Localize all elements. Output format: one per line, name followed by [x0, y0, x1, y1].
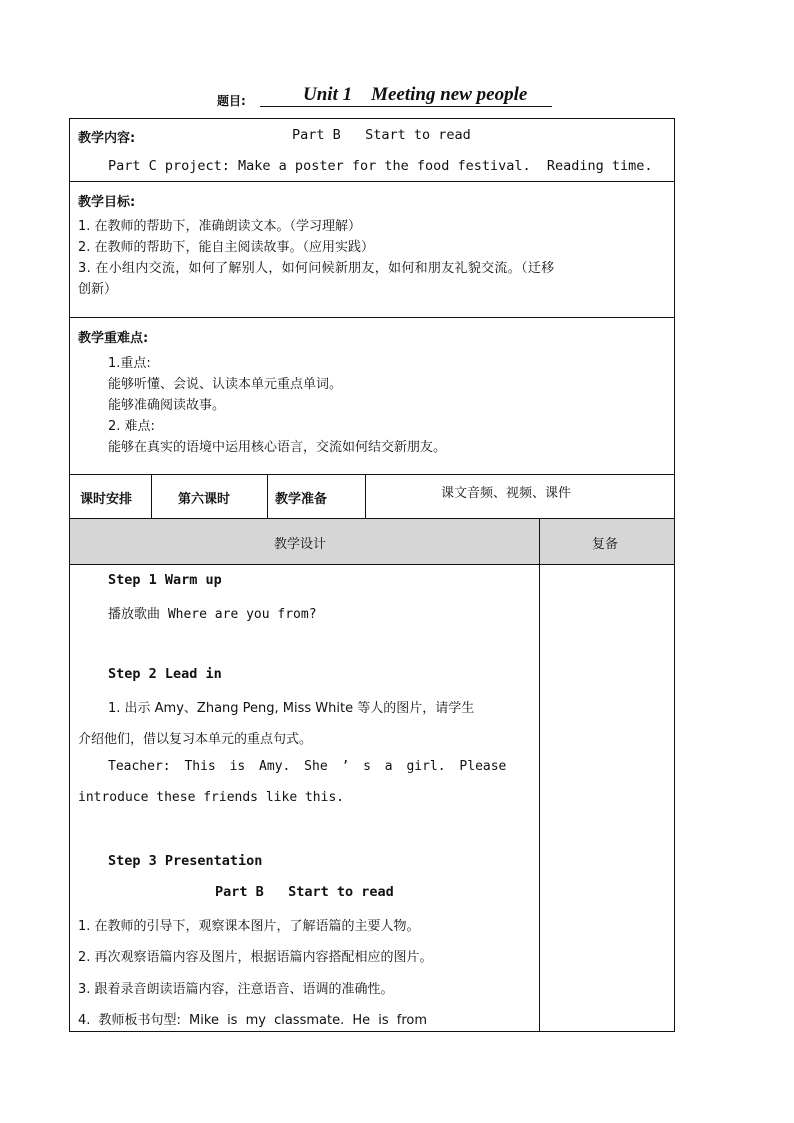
step3-title: Step 3 Presentation	[108, 853, 263, 869]
content-label: 教学内容:	[78, 131, 136, 146]
step2-line: Teacher: This is Amy. She ’ s a girl. Please	[108, 759, 507, 774]
goal-item: 创新）	[78, 282, 118, 297]
step2-line: introduce these friends like this.	[78, 790, 345, 805]
step2-title: Step 2 Lead in	[108, 666, 222, 682]
title-label: 题目:	[217, 94, 246, 108]
prep-value: 课文音频、视频、课件	[441, 486, 572, 501]
schedule-label: 课时安排	[80, 492, 133, 507]
schedule-value: 第六课时	[178, 492, 231, 507]
design-header-bg	[70, 519, 674, 564]
step3-subtitle: Part B Start to read	[215, 884, 394, 900]
title-row	[0, 84, 794, 114]
col-divider	[267, 474, 268, 518]
col-divider	[365, 474, 366, 518]
prep-label: 教学准备	[275, 492, 328, 507]
keypoint-line: 能够在真实的语境中运用核心语言，交流如何结交新朋友。	[108, 440, 447, 455]
goals-label: 教学目标:	[78, 195, 136, 210]
keypoint-line: 2. 难点:	[108, 419, 155, 434]
step1-line: 播放歌曲 Where are you from?	[108, 607, 317, 622]
step3-item: 1. 在教师的引导下，观察课本图片，了解语篇的主要人物。	[78, 919, 420, 934]
step2-line: 介绍他们，借以复习本单元的重点句式。	[78, 732, 313, 747]
step3-item: 3. 跟着录音朗读语篇内容，注意语音、语调的准确性。	[78, 982, 394, 997]
keypoint-line: 1.重点:	[108, 356, 151, 371]
keypoints-label: 教学重难点:	[78, 331, 149, 346]
design-header-right: 复备	[592, 537, 619, 552]
design-header-left: 教学设计	[274, 537, 327, 552]
step3-item: 4. 教师板书句型: Mike is my classmate. He is from	[78, 1013, 428, 1028]
page-title: Unit 1 Meeting new people	[303, 84, 528, 105]
row-divider	[69, 317, 675, 318]
content-line-1: Part B Start to read	[292, 127, 471, 143]
keypoint-line: 能够准确阅读故事。	[108, 398, 226, 413]
title-underline	[260, 106, 552, 107]
row-divider	[69, 474, 675, 475]
col-divider	[151, 474, 152, 518]
step2-line: 1. 出示 Amy、Zhang Peng, Miss White 等人的图片，请学生	[108, 701, 475, 716]
goal-item: 1. 在教师的帮助下，准确朗读文本。（学习理解）	[78, 219, 362, 234]
content-line-2: Part C project: Make a poster for the food festival. Reading time.	[108, 158, 653, 174]
keypoint-line: 能够听懂、会说、认读本单元重点单词。	[108, 377, 343, 392]
col-divider	[539, 518, 540, 1032]
goal-item: 2. 在教师的帮助下，能自主阅读故事。（应用实践）	[78, 240, 375, 255]
step1-title: Step 1 Warm up	[108, 572, 222, 588]
row-divider	[69, 181, 675, 182]
goal-item: 3. 在小组内交流，如何了解别人，如何问候新朋友，如何和朋友礼貌交流。（迁移	[78, 261, 555, 276]
row-divider	[69, 564, 675, 565]
step3-item: 2. 再次观察语篇内容及图片，根据语篇内容搭配相应的图片。	[78, 950, 433, 965]
